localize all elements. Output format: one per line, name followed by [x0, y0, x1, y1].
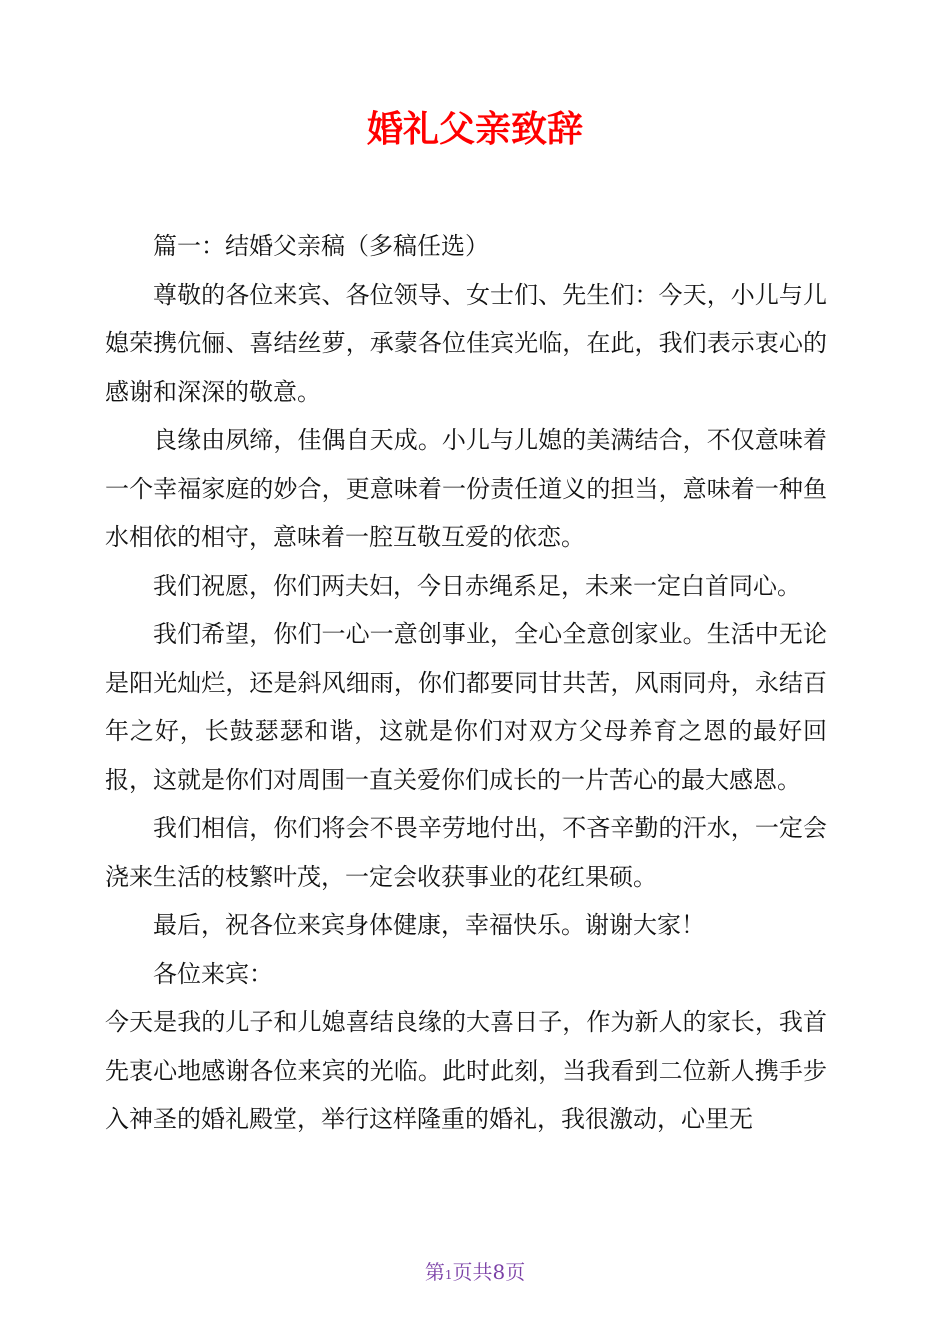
paragraph: 今天是我的儿子和儿媳喜结良缘的大喜日子，作为新人的家长，我首先衷心地感谢各位来宾的光临。此时此刻，当我看到二位新人携手步入神圣的婚礼殿堂，举行这样隆重的婚礼，我很激动，心里无 — [105, 1008, 827, 1133]
paragraph: 我们相信，你们将会不畏辛劳地付出，不吝辛勤的汗水，一定会浇来生活的枝繁叶茂，一定会收获事业的花红果硕。 — [105, 814, 827, 891]
document-title: 婚礼父亲致辞 — [366, 109, 583, 150]
paragraph: 我们希望，你们一心一意创事业，全心全意创家业。生活中无论是阳光灿烂，还是斜风细雨，你们都要同甘共苦，风雨同舟，永结百年之好，长鼓瑟瑟和谐，这就是你们对双方父母养育之恩的最好回报，这就是你们对周围一直关爱你们成长的一片苦心的最大感恩。 — [105, 620, 827, 794]
footer-page-number: 1 — [444, 1268, 453, 1282]
document-body — [105, 222, 827, 1144]
footer-prefix: 第 — [424, 1260, 445, 1284]
footer-total-pages: 8 — [492, 1260, 506, 1284]
footer-middle: 页共 — [452, 1260, 493, 1284]
paragraph: 最后，祝各位来宾身体健康，幸福快乐。谢谢大家！ — [153, 911, 705, 939]
paragraph: 各位来宾： — [153, 959, 273, 988]
paragraph: 我们祝愿，你们两夫妇，今日赤绳系足，未来一定白首同心。 — [153, 571, 801, 600]
paragraph: 尊敬的各位来宾、各位领导、女士们、先生们：今天，小儿与儿媳荣携伉俪、喜结丝萝，承蒙各位佳宾光临，在此，我们表示衷心的感谢和深深的敬意。 — [105, 280, 827, 406]
paragraph: 良缘由夙缔，佳偶自天成。小儿与儿媳的美满结合，不仅意味着一个幸福家庭的妙合，更意味着一份责任道义的担当，意味着一种鱼水相依的相守，意味着一腔互敬互爱的依恋。 — [105, 426, 827, 551]
page-footer — [0, 1258, 950, 1289]
paragraph: 篇一：结婚父亲稿（多稿任选） — [153, 232, 489, 260]
footer-suffix: 页 — [505, 1260, 526, 1284]
